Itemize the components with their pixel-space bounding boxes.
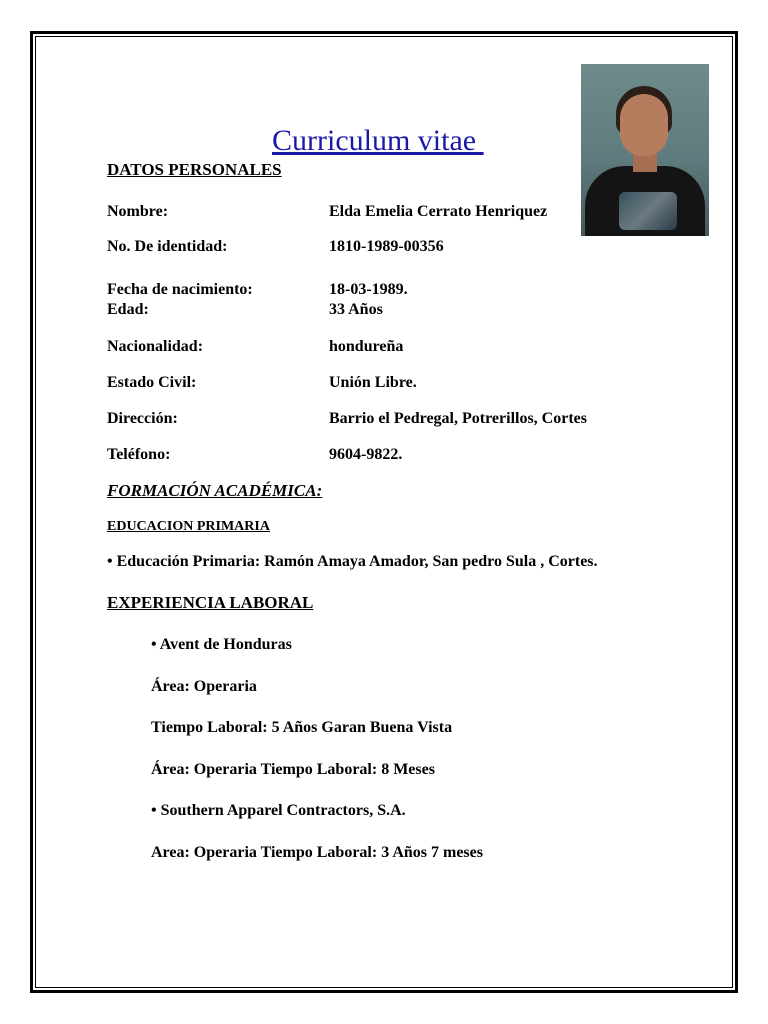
experience-line: Tiempo Laboral: 5 Años Garan Buena Vista: [151, 719, 453, 736]
experience-line: • Avent de Honduras: [151, 636, 292, 653]
field-value: Barrio el Pedregal, Potrerillos, Cortes: [329, 410, 587, 427]
section-education-heading: [107, 481, 322, 501]
field-label: Estado Civil:: [107, 374, 197, 391]
field-value: hondureña: [329, 338, 404, 355]
section-personal-heading: DATOS PERSONALES: [107, 160, 282, 179]
experience-line: Área: Operaria Tiempo Laboral: 8 Meses: [151, 761, 435, 778]
subsection-primary-heading: EDUCACION PRIMARIA: [107, 519, 270, 534]
field-value: 9604-9822.: [329, 446, 403, 463]
photo-face: [620, 94, 668, 156]
field-label: Edad:: [107, 301, 149, 318]
education-entry: • Educación Primaria: Ramón Amaya Amador, San pedro Sula , Cortes.: [107, 553, 598, 570]
experience-line: • Southern Apparel Contractors, S.A.: [151, 802, 406, 819]
field-label: Dirección:: [107, 410, 178, 427]
profile-photo: [581, 64, 709, 236]
field-label: Fecha de nacimiento:: [107, 281, 253, 298]
experience-line: Área: Operaria: [151, 678, 257, 695]
field-label: Nombre:: [107, 203, 169, 220]
photo-shirt-print: [619, 192, 677, 230]
experience-line: Area: Operaria Tiempo Laboral: 3 Años 7 meses: [151, 844, 483, 861]
field-label: No. De identidad:: [107, 238, 228, 255]
field-value: Unión Libre.: [329, 374, 417, 391]
document-title: Curriculum vitae: [272, 124, 484, 157]
section-experience-heading: EXPERIENCIA LABORAL: [107, 593, 314, 612]
field-label: Nacionalidad:: [107, 338, 204, 355]
field-value: 33 Años: [329, 301, 383, 318]
field-label: Teléfono:: [107, 446, 171, 463]
field-value: Elda Emelia Cerrato Henriquez: [329, 203, 548, 220]
section-education-colon: :: [316, 481, 323, 500]
section-education-heading-text: FORMACIÓN ACADÉMICA: [107, 481, 317, 500]
field-value: 1810-1989-00356: [329, 238, 444, 255]
field-value: 18-03-1989.: [329, 281, 408, 298]
